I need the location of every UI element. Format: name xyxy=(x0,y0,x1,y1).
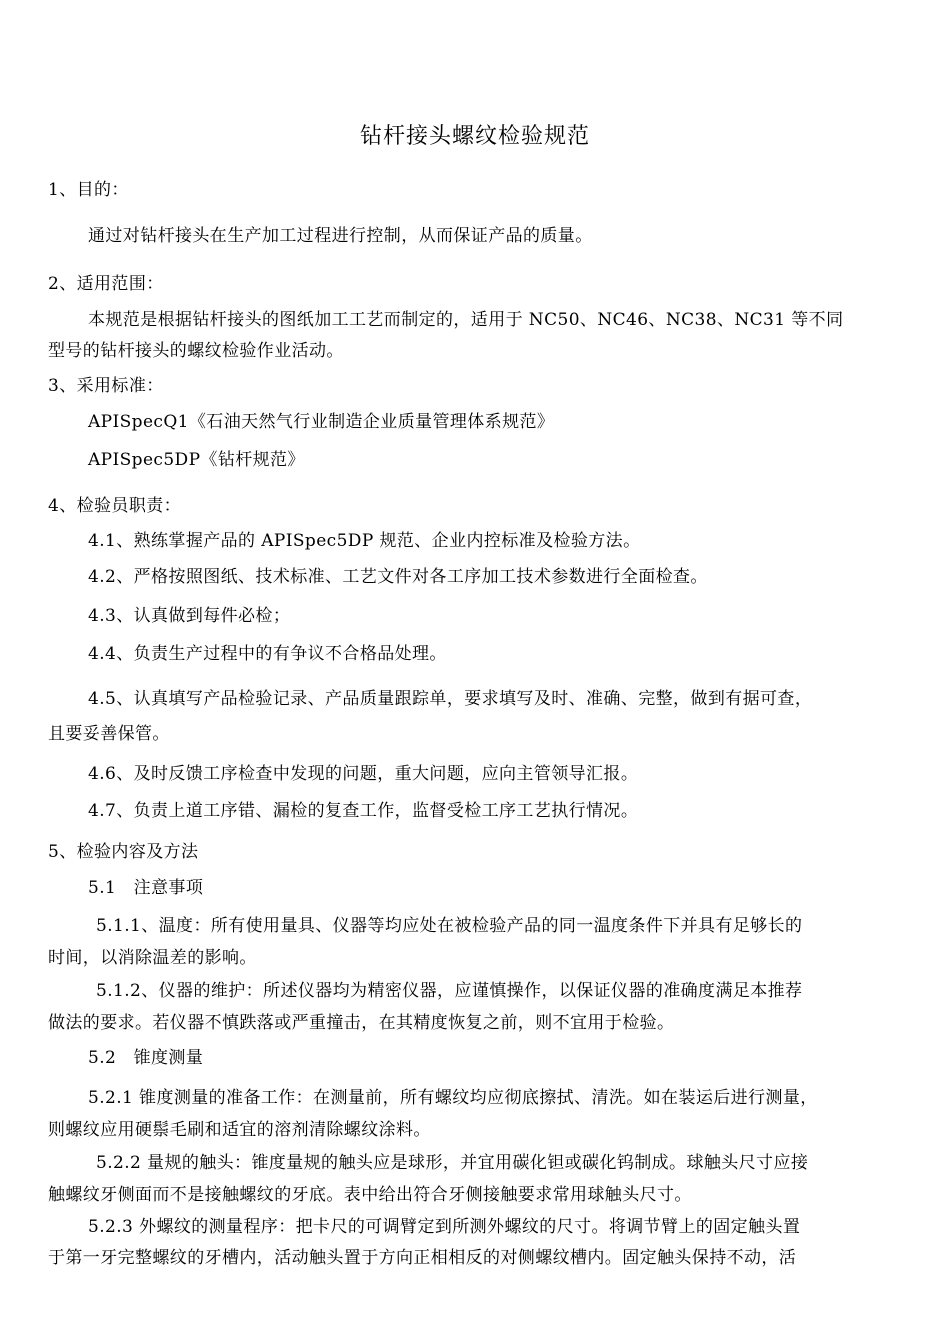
document-title: 钻杆接头螺纹检验规范 xyxy=(359,124,590,149)
duty-item-4-6: 4.6、及时反馈工序检查中发现的问题，重大问题，应向主管领导汇报。 xyxy=(88,764,639,784)
paragraph-5-2-3-line-1: 5.2.3 外螺纹的测量程序：把卡尺的可调臂定到所测外螺纹的尺寸。将调节臂上的固定触头置 xyxy=(88,1217,801,1237)
section-2-heading: 2、适用范围： xyxy=(48,274,164,294)
standard-item-2: APISpec5DP《钻杆规范》 xyxy=(88,450,305,470)
duty-item-4-7: 4.7、负责上道工序错、漏检的复查工作，监督受检工序工艺执行情况。 xyxy=(88,801,639,821)
paragraph-5-2-3-line-2: 于第一牙完整螺纹的牙槽内，活动触头置于方向正相相反的对侧螺纹槽内。固定触头保持不动，活 xyxy=(48,1248,797,1268)
duty-item-4-2: 4.2、严格按照图纸、技术标准、工艺文件对各工序加工技术参数进行全面检查。 xyxy=(88,567,708,587)
paragraph-5-1-2-line-1: 5.1.2、仪器的维护：所述仪器均为精密仪器，应谨慎操作，以保证仪器的准确度满足本推荐 xyxy=(96,981,803,1001)
duty-item-4-5-line-1: 4.5、认真填写产品检验记录、产品质量跟踪单，要求填写及时、准确、完整，做到有据可查， xyxy=(88,689,813,709)
subsection-5-1-heading: 5.1 注意事项 xyxy=(88,878,204,898)
section-2-body-line-2: 型号的钻杆接头的螺纹检验作业活动。 xyxy=(48,341,344,361)
section-4-heading: 4、检验员职责： xyxy=(48,496,182,516)
duty-item-4-4: 4.4、负责生产过程中的有争议不合格品处理。 xyxy=(88,644,447,664)
subsection-5-2-heading: 5.2 锥度测量 xyxy=(88,1048,204,1068)
paragraph-5-2-1-line-2: 则螺纹应用硬鬃毛刷和适宜的溶剂清除螺纹涂料。 xyxy=(48,1120,431,1140)
section-2-body-line-1: 本规范是根据钻杆接头的图纸加工工艺而制定的，适用于 NC50、NC46、NC38、NC31 等不同 xyxy=(88,310,844,330)
duty-item-4-3: 4.3、认真做到每件必检； xyxy=(88,606,291,626)
paragraph-5-2-2-line-2: 触螺纹牙侧面而不是接触螺纹的牙底。表中给出符合牙侧接触要求常用球触头尺寸。 xyxy=(48,1185,692,1205)
paragraph-5-1-1-line-1: 5.1.1、温度：所有使用量具、仪器等均应处在被检验产品的同一温度条件下并具有足够长的 xyxy=(96,916,803,936)
section-1-body: 通过对钻杆接头在生产加工过程进行控制，从而保证产品的质量。 xyxy=(88,226,593,246)
duty-item-4-1: 4.1、熟练掌握产品的 APISpec5DP 规范、企业内控标准及检验方法。 xyxy=(88,531,641,551)
paragraph-5-2-1-line-1: 5.2.1 锥度测量的准备工作：在测量前，所有螺纹均应彻底擦拭、清洗。如在装运后进行测量， xyxy=(88,1088,818,1108)
section-3-heading: 3、采用标准： xyxy=(48,376,164,396)
duty-item-4-5-line-2: 且要妥善保管。 xyxy=(48,724,170,744)
standard-item-1: APISpecQ1《石油天然气行业制造企业质量管理体系规范》 xyxy=(88,412,555,432)
paragraph-5-1-1-line-2: 时间，以消除温差的影响。 xyxy=(48,948,257,968)
paragraph-5-1-2-line-2: 做法的要求。若仪器不慎跌落或严重撞击，在其精度恢复之前，则不宜用于检验。 xyxy=(48,1013,675,1033)
section-5-heading: 5、检验内容及方法 xyxy=(48,842,199,862)
paragraph-5-2-2-line-1: 5.2.2 量规的触头：锥度量规的触头应是球形，并宜用碳化钽或碳化钨制成。球触头尺寸应接 xyxy=(96,1153,809,1173)
section-1-heading: 1、目的： xyxy=(48,180,129,200)
